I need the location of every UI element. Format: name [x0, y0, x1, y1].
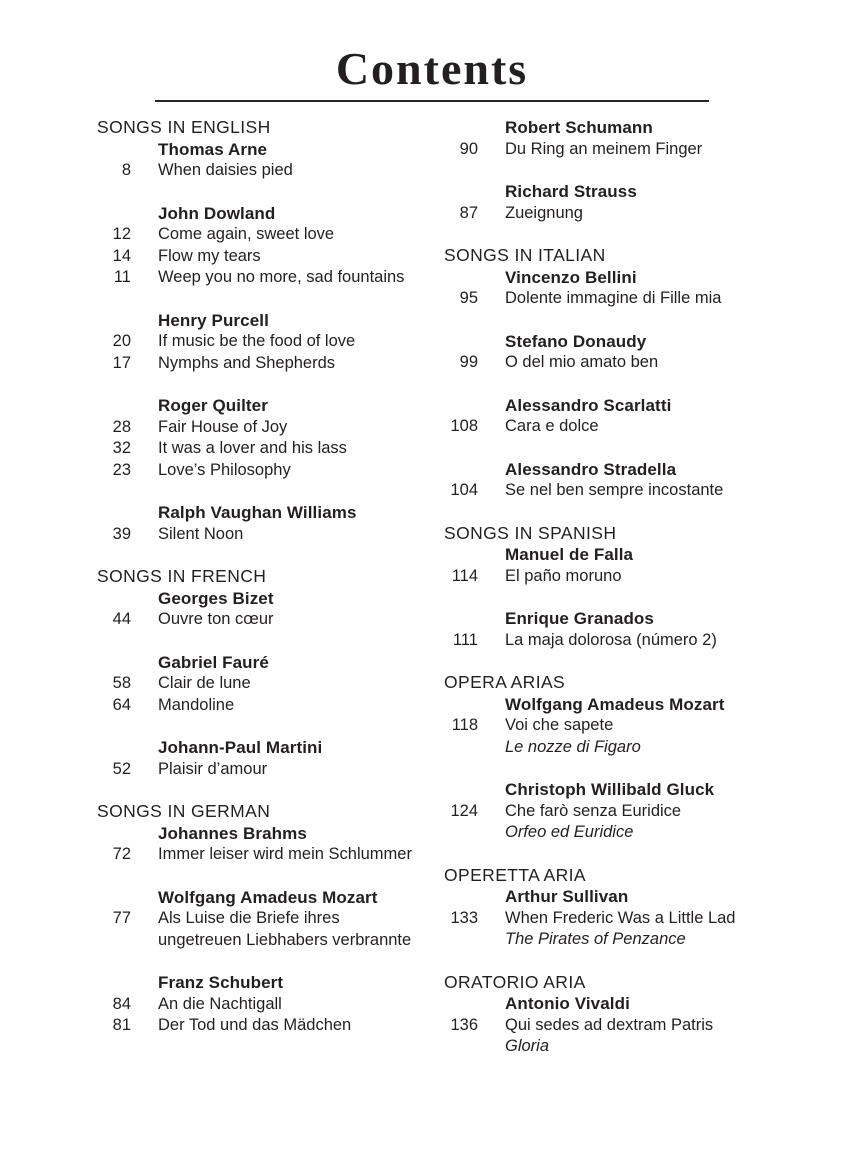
composer-name: Manuel de Falla — [505, 545, 634, 564]
composer-name: Alessandro Scarlatti — [505, 395, 672, 415]
song-title: When daisies pied — [158, 161, 293, 179]
composer-group — [444, 395, 864, 438]
song-source: Gloria — [505, 1037, 550, 1055]
song-title: Plaisir d’amour — [158, 759, 268, 778]
song-title: Du Ring an meinem Finger — [505, 139, 703, 158]
toc-entry-row — [97, 331, 444, 353]
section-header: OPERETTA ARIA — [444, 864, 586, 885]
composer-group — [97, 395, 444, 481]
song-title: Als Luise die Briefe ihres — [158, 909, 340, 927]
song-title: Clair de lune — [158, 674, 251, 692]
song-title: Che farò senza Euridice — [505, 801, 682, 820]
song-title: When Frederic Was a Little Lad — [505, 908, 736, 927]
page-number: 23 — [112, 460, 131, 479]
toc-columns — [0, 117, 864, 1079]
composer-name: Arthur Sullivan — [505, 887, 629, 906]
song-title: Qui sedes ad dextram Patris — [505, 1015, 714, 1034]
page-number: 28 — [112, 417, 131, 436]
composer-group — [444, 694, 864, 759]
toc-entry-row — [444, 1015, 864, 1037]
composer-group — [97, 139, 444, 182]
toc-entry-row — [97, 609, 444, 631]
page-number — [444, 737, 478, 759]
song-title: If music be the food of love — [158, 332, 356, 350]
composer-group — [444, 779, 864, 844]
song-source: Orfeo ed Euridice — [505, 823, 634, 841]
section-header: SONGS IN ITALIAN — [444, 245, 606, 265]
song-title: O del mio amato ben — [505, 353, 659, 371]
composer-name: Vincenzo Bellini — [505, 267, 637, 287]
song-title: La maja dolorosa (número 2) — [505, 630, 717, 649]
toc-entry-row — [444, 480, 864, 502]
composer-group — [97, 203, 444, 289]
page-number: 20 — [112, 332, 131, 350]
song-title: Flow my tears — [158, 246, 261, 265]
song-title: Voi che sapete — [505, 716, 614, 734]
page-number: 114 — [451, 566, 478, 585]
page-number: 84 — [112, 994, 131, 1013]
composer-name: Thomas Arne — [158, 139, 268, 159]
page-number — [97, 930, 131, 952]
toc-entry-row — [444, 416, 864, 438]
page-number: 64 — [112, 695, 131, 714]
song-title: Immer leiser wird mein Schlummer — [158, 845, 412, 863]
toc-entry-row — [444, 288, 864, 310]
song-title: Love’s Philosophy — [158, 460, 291, 479]
composer-group — [444, 544, 864, 587]
toc-entry-row — [97, 695, 444, 717]
toc-entry-row — [97, 224, 444, 246]
song-title: Fair House of Joy — [158, 417, 288, 436]
toc-entry-row — [97, 844, 444, 866]
toc-entry-row — [97, 267, 444, 289]
song-title: Mandoline — [158, 695, 235, 714]
composer-name: Enrique Granados — [505, 609, 654, 628]
composer-name: Christoph Willibald Gluck — [505, 780, 715, 799]
composer-group — [444, 267, 864, 310]
toc-column-left — [97, 117, 444, 1079]
section-header: SONGS IN FRENCH — [97, 566, 267, 586]
page-number: 95 — [459, 289, 478, 307]
page-number — [444, 929, 478, 951]
composer-name: Franz Schubert — [158, 973, 284, 992]
song-title: Dolente immagine di Fille mia — [505, 289, 722, 307]
page-number — [444, 1036, 478, 1058]
page-number: 32 — [112, 439, 131, 457]
title-rule — [155, 100, 709, 102]
toc-entry-row — [97, 353, 444, 375]
composer-group — [97, 588, 444, 631]
composer-name: Johannes Brahms — [158, 823, 307, 843]
page-number: 77 — [112, 909, 131, 927]
composer-group — [97, 502, 444, 545]
composer-name: Roger Quilter — [158, 396, 268, 415]
section-header: SONGS IN GERMAN — [97, 801, 271, 821]
page-number: 11 — [113, 268, 131, 286]
page-number: 17 — [112, 353, 131, 372]
composer-group — [444, 459, 864, 502]
composer-name: Richard Strauss — [505, 182, 637, 201]
section-header: SONGS IN SPANISH — [444, 522, 617, 543]
song-title: Se nel ben sempre incostante — [505, 481, 724, 499]
toc-entry-row — [444, 139, 864, 161]
song-title: El paño moruno — [505, 566, 622, 585]
composer-name: Wolfgang Amadeus Mozart — [158, 887, 378, 907]
song-title: Come again, sweet love — [158, 225, 335, 243]
page-number: 136 — [450, 1015, 478, 1034]
composer-group — [444, 993, 864, 1058]
section-header: SONGS IN ENGLISH — [97, 117, 271, 137]
page-number: 118 — [451, 716, 478, 734]
page-number: 81 — [112, 1016, 131, 1034]
song-title: Cara e dolce — [505, 417, 599, 435]
toc-entry-row — [97, 460, 444, 482]
song-title: An die Nachtigall — [158, 994, 282, 1013]
section-header: OPERA ARIAS — [444, 672, 566, 692]
page-title: Contents — [335, 43, 529, 94]
page-number: 14 — [112, 246, 131, 265]
composer-name: Antonio Vivaldi — [505, 994, 630, 1013]
composer-group — [97, 310, 444, 375]
page-number: 133 — [450, 908, 478, 927]
toc-entry-row — [97, 908, 444, 930]
page-number: 72 — [112, 845, 131, 863]
song-title: Silent Noon — [158, 524, 244, 543]
page-number: 90 — [459, 139, 478, 158]
song-title: It was a lover and his lass — [158, 439, 347, 457]
toc-entry-row — [97, 994, 444, 1016]
song-source: Le nozze di Figaro — [505, 737, 641, 756]
page-number: 8 — [121, 161, 131, 179]
toc-entry-row — [97, 246, 444, 268]
toc-entry-row — [444, 566, 864, 588]
toc-entry-row — [97, 524, 444, 546]
composer-name: Johann-Paul Martini — [158, 738, 323, 757]
composer-group — [97, 972, 444, 1037]
composer-name: John Dowland — [158, 203, 276, 223]
toc-entry-row — [444, 630, 864, 652]
song-title: Weep you no more, sad fountains — [158, 268, 405, 286]
toc-entry-row — [444, 929, 864, 951]
toc-entry-row — [97, 759, 444, 781]
page-number: 104 — [450, 481, 478, 499]
page-number: 58 — [112, 674, 131, 692]
toc-entry-row — [444, 908, 864, 930]
composer-group — [444, 331, 864, 374]
page-number: 39 — [112, 524, 131, 543]
section-header: ORATORIO ARIA — [444, 971, 586, 992]
toc-column-right — [444, 117, 864, 1079]
song-title: Zueignung — [505, 203, 583, 222]
composer-group — [444, 886, 864, 951]
toc-entry-row — [97, 930, 444, 952]
composer-name: Ralph Vaughan Williams — [158, 503, 357, 522]
composer-name: Wolfgang Amadeus Mozart — [505, 694, 725, 714]
page-number: 108 — [450, 417, 478, 435]
song-source: The Pirates of Penzance — [505, 930, 686, 948]
toc-entry-row — [444, 801, 864, 823]
song-title: Ouvre ton cœur — [158, 610, 274, 628]
song-title: Der Tod und das Mädchen — [158, 1016, 352, 1034]
page-number — [444, 822, 478, 844]
composer-name: Henry Purcell — [158, 310, 269, 330]
composer-name: Robert Schumann — [505, 118, 653, 137]
composer-group — [444, 117, 864, 160]
composer-group — [444, 181, 864, 224]
composer-name: Gabriel Fauré — [158, 652, 269, 672]
composer-group — [97, 823, 444, 866]
composer-group — [97, 887, 444, 952]
toc-entry-row — [444, 352, 864, 374]
composer-group — [97, 737, 444, 780]
page-number: 124 — [450, 801, 478, 820]
page-number: 52 — [112, 759, 131, 778]
composer-group — [97, 652, 444, 717]
toc-entry-row — [97, 160, 444, 182]
page-number: 111 — [452, 630, 478, 649]
toc-entry-row — [444, 1036, 864, 1058]
song-title: Nymphs and Shepherds — [158, 353, 336, 372]
page-number: 12 — [112, 225, 131, 243]
toc-entry-row — [444, 822, 864, 844]
toc-entry-row — [444, 715, 864, 737]
composer-name: Alessandro Stradella — [505, 459, 677, 479]
composer-name: Georges Bizet — [158, 588, 274, 608]
toc-entry-row — [97, 673, 444, 695]
song-title-continuation: ungetreuen Liebhabers verbrannte — [158, 930, 412, 949]
page-number: 99 — [459, 353, 478, 371]
page-number: 87 — [459, 203, 478, 222]
toc-entry-row — [444, 737, 864, 759]
composer-group — [444, 608, 864, 651]
toc-entry-row — [97, 438, 444, 460]
composer-name: Stefano Donaudy — [505, 331, 647, 351]
toc-entry-row — [97, 417, 444, 439]
page-number: 44 — [112, 610, 131, 628]
toc-entry-row — [97, 1015, 444, 1037]
toc-entry-row — [444, 203, 864, 225]
